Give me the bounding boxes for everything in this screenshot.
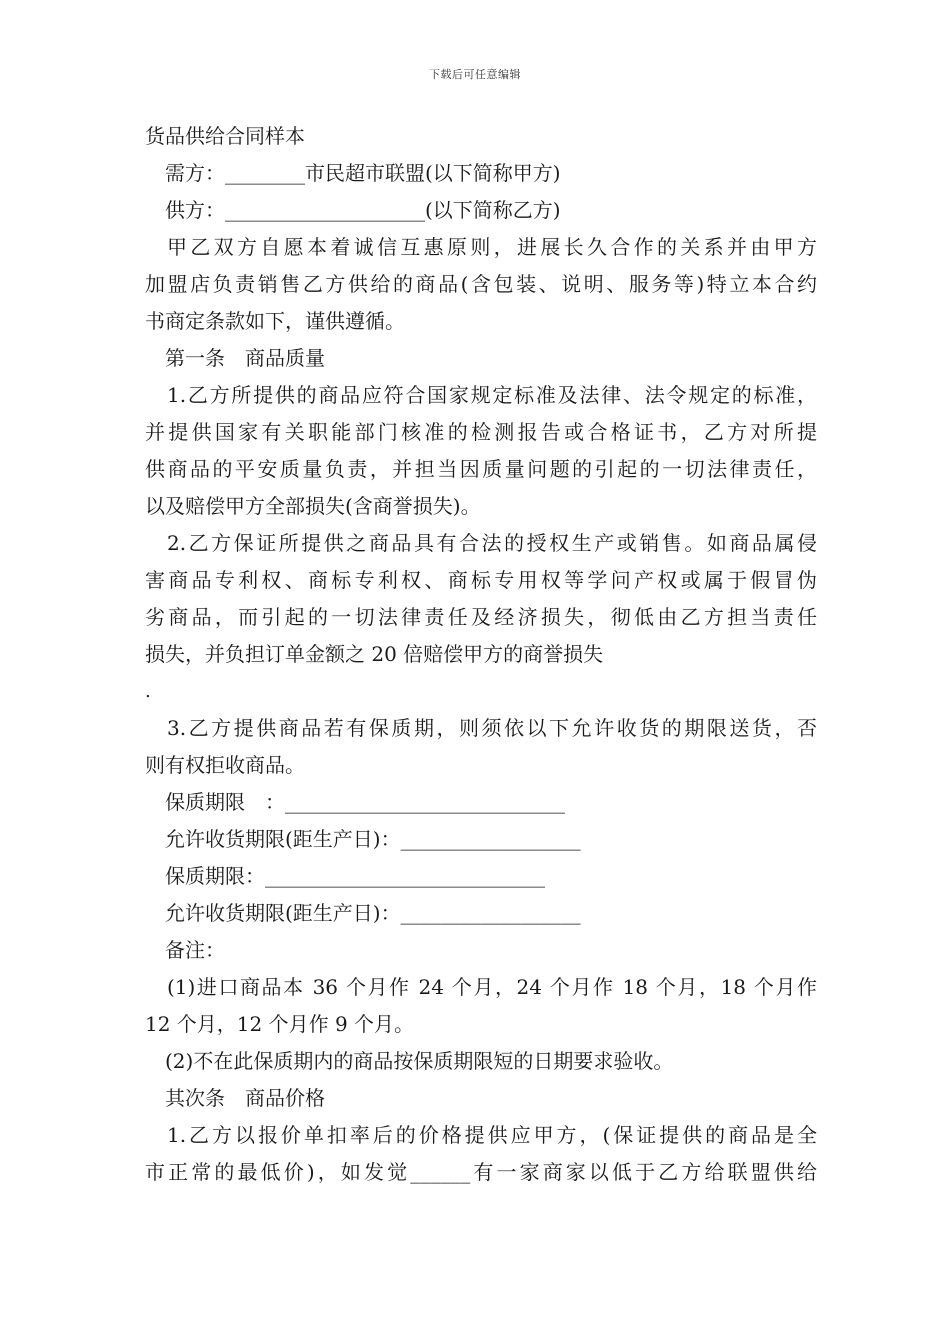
intro-line-3: 书商定条款如下，谨供遵循。 bbox=[145, 309, 405, 333]
document-title: 货品供给合同样本 bbox=[145, 124, 305, 148]
article-2-heading: 其次条 商品价格 bbox=[165, 1086, 325, 1110]
price-clause-line-1: 1.乙方以报价单扣率后的价格提供应甲方，(保证提供的商品是全 bbox=[167, 1123, 817, 1147]
article-1-heading: 第一条 商品质量 bbox=[165, 346, 325, 370]
receipt-period-field-1: 允许收货期限(距生产日)：__________________ bbox=[165, 827, 581, 851]
shelf-life-field-1: 保质期限 ：____________________________ bbox=[165, 790, 565, 814]
clause-3-line-2: 则有权拒收商品。 bbox=[145, 753, 305, 777]
clause-3-line-1: 3.乙方提供商品若有保质期，则须依以下允许收货的期限送货，否 bbox=[167, 716, 817, 740]
receipt-period-field-2: 允许收货期限(距生产日)：__________________ bbox=[165, 901, 581, 925]
intro-line-2: 加盟店负责销售乙方供给的商品(含包装、说明、服务等)特立本合约 bbox=[145, 272, 817, 296]
party-a-line: 需方：________市民超市联盟(以下简称甲方) bbox=[165, 161, 561, 185]
shelf-life-field-2: 保质期限：____________________________ bbox=[165, 864, 545, 888]
stray-dot: . bbox=[145, 681, 151, 702]
remark-2-line: (2)不在此保质期内的商品按保质期限短的日期要求验收。 bbox=[165, 1049, 674, 1073]
clause-1-line-2: 并提供国家有关职能部门核准的检测报告或合格证书，乙方对所提 bbox=[145, 420, 817, 444]
remark-1-line-1: (1)进口商品本 36 个月作 24 个月，24 个月作 18 个月，18 个月作 bbox=[167, 975, 817, 999]
clause-2-line-2: 害商品专利权、商标专利权、商标专用权等学问产权或属于假冒伪 bbox=[145, 568, 817, 592]
price-clause-line-2: 市正常的最低价)，如发觉______有一家商家以低于乙方给联盟供给 bbox=[145, 1160, 817, 1184]
clause-2-line-4: 损失，并负担订单金额之 20 倍赔偿甲方的商誉损失 bbox=[145, 642, 604, 666]
remark-1-line-2: 12 个月，12 个月作 9 个月。 bbox=[145, 1012, 415, 1036]
clause-1-line-1: 1.乙方所提供的商品应符合国家规定标准及法律、法令规定的标准， bbox=[167, 383, 817, 407]
clause-2-line-1: 2.乙方保证所提供之商品具有合法的授权生产或销售。如商品属侵 bbox=[167, 531, 817, 555]
clause-2-line-3: 劣商品，而引起的一切法律责任及经济损失，彻低由乙方担当责任 bbox=[145, 605, 817, 629]
party-b-line: 供方：____________________(以下简称乙方) bbox=[165, 198, 561, 222]
page-header-note: 下载后可任意编辑 bbox=[429, 68, 521, 81]
clause-1-line-4: 以及赔偿甲方全部损失(含商誉损失)。 bbox=[145, 494, 481, 518]
remarks-label: 备注： bbox=[165, 938, 225, 962]
clause-1-line-3: 供商品的平安质量负责，并担当因质量问题的引起的一切法律责任， bbox=[145, 457, 817, 481]
intro-line-1: 甲乙双方自愿本着诚信互惠原则，进展长久合作的关系并由甲方 bbox=[167, 235, 817, 259]
document-body bbox=[145, 118, 817, 1191]
